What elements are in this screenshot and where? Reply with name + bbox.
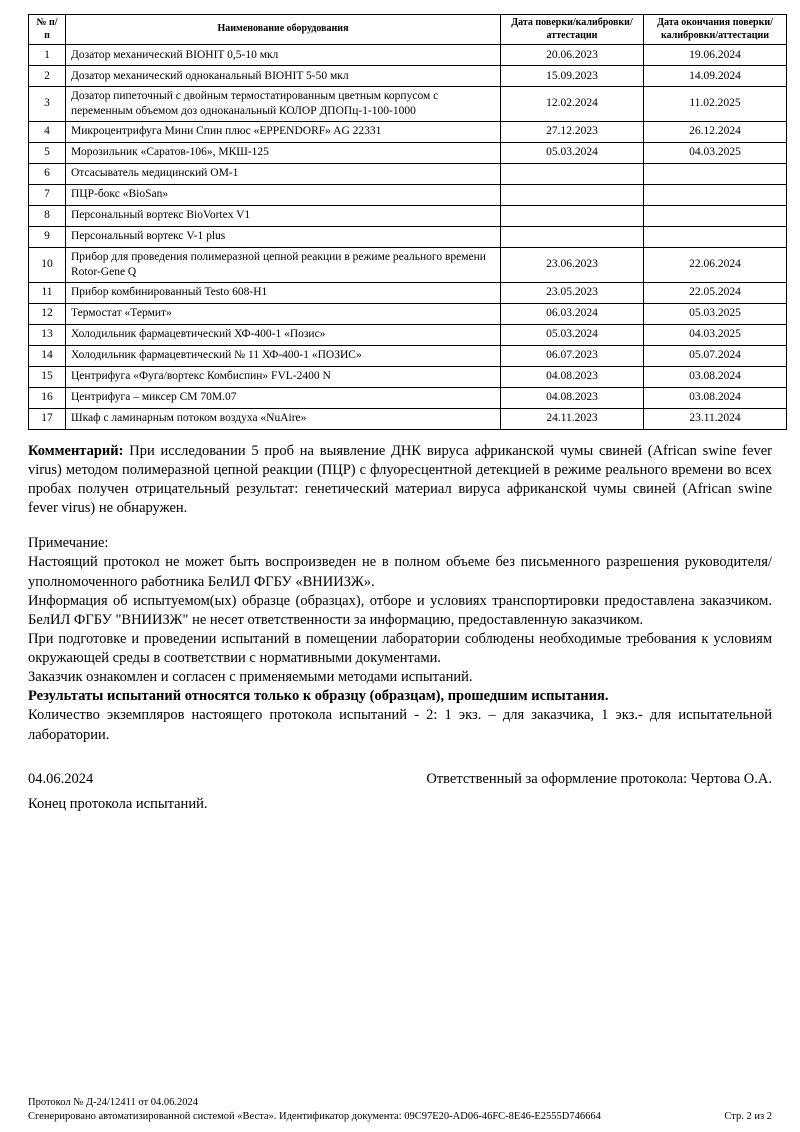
table-row bbox=[29, 324, 787, 345]
equipment-name: Дозатор механический BIOHIT 0,5-10 мкл bbox=[66, 45, 501, 66]
table-row bbox=[29, 226, 787, 247]
expiry-date bbox=[644, 163, 787, 184]
verification-date: 15.09.2023 bbox=[501, 66, 644, 87]
comment-text: При исследовании 5 проб на выявление ДНК вируса африканской чумы свиней (African swine fever virus) методом полимеразной цепной реакции (ПЦР) с флуоресцентной детекцией в режиме реального времени во всех пробах получен отрицательный результат: генетический материал вируса африканской чумы свиней (African swine fever virus) не обнаружен. bbox=[28, 442, 772, 517]
table-row bbox=[29, 366, 787, 387]
table-row bbox=[29, 247, 787, 282]
equipment-table-header bbox=[29, 15, 787, 45]
equipment-name: Прибор комбинированный Testo 608-H1 bbox=[66, 282, 501, 303]
comment-label: Комментарий: bbox=[28, 442, 124, 459]
equipment-name: Отсасыватель медицинский ОМ-1 bbox=[66, 163, 501, 184]
equipment-name: Микроцентрифуга Мини Спин плюс «EPPENDORF» AG 22331 bbox=[66, 121, 501, 142]
table-row bbox=[29, 45, 787, 66]
equipment-name: Дозатор пипеточный с двойным термостатированным цветным корпусом с переменным объемом доз одноканальный КОЛОР ДПОПц-1-100-1000 bbox=[66, 87, 501, 122]
header-date-start: Дата поверки/калибровки/аттестации bbox=[501, 15, 644, 45]
verification-date: 06.07.2023 bbox=[501, 345, 644, 366]
protocol-date: 04.06.2024 bbox=[28, 770, 94, 787]
row-number: 1 bbox=[29, 45, 66, 66]
equipment-name: Центрифуга – миксер СМ 70М.07 bbox=[66, 387, 501, 408]
note-paragraph: Заказчик ознакомлен и согласен с применяемыми методами испытаний. bbox=[28, 669, 473, 686]
row-number: 15 bbox=[29, 366, 66, 387]
equipment-table bbox=[28, 14, 787, 430]
header-number: № п/п bbox=[29, 15, 66, 45]
verification-date: 04.08.2023 bbox=[501, 366, 644, 387]
equipment-name: Персональный вортекс BioVortex V1 bbox=[66, 205, 501, 226]
equipment-name: Холодильник фармацевтический ХФ-400-1 «Позис» bbox=[66, 324, 501, 345]
expiry-date bbox=[644, 184, 787, 205]
expiry-date: 26.12.2024 bbox=[644, 121, 787, 142]
notes-list bbox=[28, 553, 772, 744]
row-number: 5 bbox=[29, 142, 66, 163]
expiry-date: 04.03.2025 bbox=[644, 324, 787, 345]
responsible-person: Ответственный за оформление протокола: Чертова О.А. bbox=[426, 770, 772, 787]
expiry-date: 23.11.2024 bbox=[644, 408, 787, 429]
footer-page-number: Стр. 2 из 2 bbox=[724, 1110, 772, 1122]
equipment-name: Персональный вортекс V-1 plus bbox=[66, 226, 501, 247]
expiry-date: 11.02.2025 bbox=[644, 87, 787, 122]
table-row bbox=[29, 408, 787, 429]
expiry-date: 05.07.2024 bbox=[644, 345, 787, 366]
table-row bbox=[29, 66, 787, 87]
equipment-name: Прибор для проведения полимеразной цепной реакции в режиме реального времени Rotor-Gene Q bbox=[66, 247, 501, 282]
table-row bbox=[29, 87, 787, 122]
end-of-protocol: Конец протокола испытаний. bbox=[28, 795, 208, 812]
expiry-date: 04.03.2025 bbox=[644, 142, 787, 163]
verification-date: 27.12.2023 bbox=[501, 121, 644, 142]
row-number: 6 bbox=[29, 163, 66, 184]
row-number: 11 bbox=[29, 282, 66, 303]
signature-row bbox=[28, 771, 772, 788]
note-paragraph: Количество экземпляров настоящего протокола испытаний - 2: 1 экз. – для заказчика, 1 экз.- для испытательной лаборатории. bbox=[28, 707, 772, 743]
table-row bbox=[29, 303, 787, 324]
table-row bbox=[29, 121, 787, 142]
table-row bbox=[29, 163, 787, 184]
note-paragraph: Результаты испытаний относятся только к образцу (образцам), прошедшим испытания. bbox=[28, 688, 609, 705]
row-number: 16 bbox=[29, 387, 66, 408]
header-date-end: Дата окончания поверки/калибровки/аттестации bbox=[644, 15, 787, 45]
page-footer bbox=[28, 1096, 772, 1124]
equipment-name: Холодильник фармацевтический № 11 ХФ-400-1 «ПОЗИС» bbox=[66, 345, 501, 366]
table-row bbox=[29, 345, 787, 366]
equipment-name: Морозильник «Саратов-106», МКШ-125 bbox=[66, 142, 501, 163]
verification-date: 05.03.2024 bbox=[501, 324, 644, 345]
verification-date bbox=[501, 205, 644, 226]
table-row bbox=[29, 142, 787, 163]
expiry-date: 03.08.2024 bbox=[644, 366, 787, 387]
table-row bbox=[29, 387, 787, 408]
expiry-date bbox=[644, 205, 787, 226]
expiry-date: 19.06.2024 bbox=[644, 45, 787, 66]
comment-block bbox=[28, 442, 772, 519]
header-row bbox=[29, 15, 787, 45]
table-row bbox=[29, 205, 787, 226]
table-row bbox=[29, 184, 787, 205]
equipment-name: Шкаф с ламинарным потоком воздуха «NuAire» bbox=[66, 408, 501, 429]
footer-generated-info: Сгенерировано автоматизированной системой «Веста». Идентификатор документа: 09C97E20-AD06-46FC-8E46-E2555D746664 bbox=[28, 1110, 601, 1122]
verification-date: 23.06.2023 bbox=[501, 247, 644, 282]
expiry-date: 03.08.2024 bbox=[644, 387, 787, 408]
note-paragraph: При подготовке и проведении испытаний в помещении лаборатории соблюдены необходимые требования к условиям окружающей среды в соответствии с нормативными документами. bbox=[28, 630, 772, 666]
row-number: 7 bbox=[29, 184, 66, 205]
note-paragraph: Информация об испытуемом(ых) образце (образцах), отборе и условиях транспортировки предоставлена заказчиком. БелИЛ ФГБУ "ВНИИЗЖ" не несет ответственности за информацию, предоставленную заказчиком. bbox=[28, 592, 772, 628]
equipment-rows bbox=[29, 45, 787, 430]
verification-date: 24.11.2023 bbox=[501, 408, 644, 429]
row-number: 13 bbox=[29, 324, 66, 345]
verification-date: 05.03.2024 bbox=[501, 142, 644, 163]
row-number: 10 bbox=[29, 247, 66, 282]
equipment-name: ПЦР-бокс «BioSan» bbox=[66, 184, 501, 205]
row-number: 8 bbox=[29, 205, 66, 226]
notes-block bbox=[28, 534, 772, 744]
footer-protocol-number: Протокол № Д-24/12411 от 04.06.2024 bbox=[28, 1096, 198, 1108]
expiry-date: 14.09.2024 bbox=[644, 66, 787, 87]
row-number: 9 bbox=[29, 226, 66, 247]
header-name: Наименование оборудования bbox=[66, 15, 501, 45]
note-paragraph: Настоящий протокол не может быть воспроизведен не в полном объеме без письменного разрешения руководителя/уполномоченного работника БелИЛ ФГБУ «ВНИИЗЖ». bbox=[28, 554, 772, 590]
verification-date: 12.02.2024 bbox=[501, 87, 644, 122]
verification-date bbox=[501, 163, 644, 184]
expiry-date bbox=[644, 226, 787, 247]
expiry-date: 22.06.2024 bbox=[644, 247, 787, 282]
equipment-name: Термостат «Термит» bbox=[66, 303, 501, 324]
row-number: 4 bbox=[29, 121, 66, 142]
row-number: 12 bbox=[29, 303, 66, 324]
verification-date: 06.03.2024 bbox=[501, 303, 644, 324]
row-number: 3 bbox=[29, 87, 66, 122]
verification-date bbox=[501, 226, 644, 247]
row-number: 17 bbox=[29, 408, 66, 429]
expiry-date: 05.03.2025 bbox=[644, 303, 787, 324]
notes-title: Примечание: bbox=[28, 535, 109, 552]
verification-date: 04.08.2023 bbox=[501, 387, 644, 408]
row-number: 14 bbox=[29, 345, 66, 366]
verification-date: 23.05.2023 bbox=[501, 282, 644, 303]
verification-date: 20.06.2023 bbox=[501, 45, 644, 66]
expiry-date: 22.05.2024 bbox=[644, 282, 787, 303]
equipment-name: Центрифуга «Фуга/вортекс Комбиспин» FVL-2400 N bbox=[66, 366, 501, 387]
table-row bbox=[29, 282, 787, 303]
verification-date bbox=[501, 184, 644, 205]
equipment-name: Дозатор механический одноканальный BIOHIT 5-50 мкл bbox=[66, 66, 501, 87]
footer-bottom-line bbox=[28, 1110, 772, 1124]
row-number: 2 bbox=[29, 66, 66, 87]
